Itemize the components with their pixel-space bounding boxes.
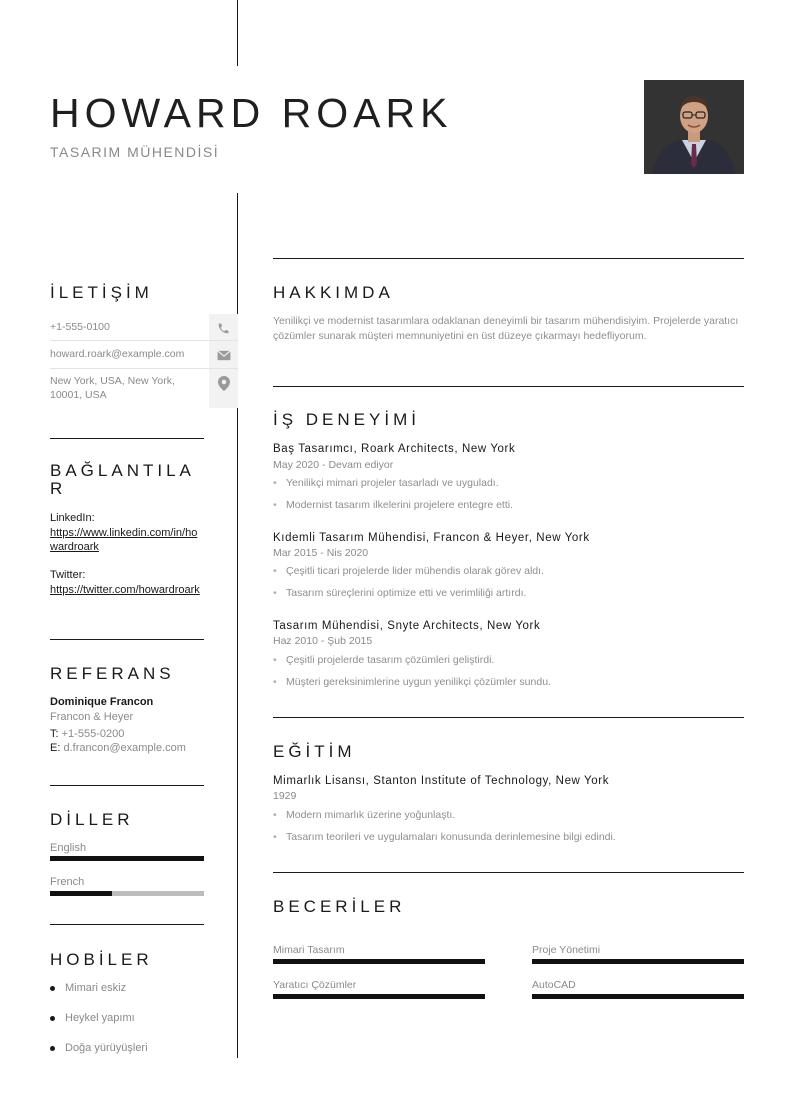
education-heading: EĞİTİM bbox=[273, 742, 356, 761]
hobby-item bbox=[50, 1042, 148, 1054]
divider-education bbox=[273, 717, 744, 718]
phone-icon bbox=[209, 318, 238, 338]
contact-address: New York, USA, New York, 10001, USA bbox=[50, 375, 175, 401]
candidate-name: HOWARD ROARK bbox=[50, 90, 453, 136]
divider-about-top bbox=[273, 258, 744, 259]
language-level-fill bbox=[50, 891, 112, 896]
reference-email-value[interactable]: d.francon@example.com bbox=[63, 742, 186, 754]
reference-email-label: E: bbox=[50, 742, 61, 754]
skill-level-bar bbox=[532, 994, 744, 999]
job-date: Haz 2010 - Şub 2015 bbox=[273, 635, 373, 647]
divider-contact bbox=[50, 438, 204, 439]
hobby-item bbox=[50, 1012, 135, 1024]
bullet-dot bbox=[50, 986, 55, 991]
reference-phone-label: T: bbox=[50, 728, 59, 740]
skill-name: AutoCAD bbox=[532, 979, 576, 991]
job-bullet: • Çeşitli ticari projelerde lider mühendis olarak görev aldı. bbox=[273, 565, 544, 577]
language-level-bar bbox=[50, 891, 204, 896]
languages-heading: DİLLER bbox=[50, 810, 134, 829]
map-pin-icon bbox=[209, 373, 238, 393]
divider-experience bbox=[273, 386, 744, 387]
language-level-fill bbox=[50, 856, 204, 861]
reference-phone-value[interactable]: +1-555-0200 bbox=[61, 728, 125, 740]
hobby-label: Heykel yapımı bbox=[65, 1012, 135, 1024]
about-text: Yenilikçi ve modernist tasarımlara odaklanan deneyimli bir tasarım mühendisiyim. Projelerde yaratıcı çözümler sunarak müşteri memnuniyetini en üst düzeye çıkarmayı hedefliyorum. bbox=[273, 315, 739, 342]
links-heading: BAĞLANTILA R bbox=[50, 461, 194, 498]
contact-heading: İLETİŞİM bbox=[50, 283, 153, 302]
job-date: May 2020 - Devam ediyor bbox=[273, 459, 394, 471]
bullet-dot bbox=[50, 1016, 55, 1021]
skill-level-bar bbox=[273, 959, 485, 964]
hobby-item bbox=[50, 982, 126, 994]
skill-level-bar bbox=[532, 959, 744, 964]
envelope-icon bbox=[209, 345, 238, 365]
language-name: French bbox=[50, 876, 85, 888]
divider-references bbox=[50, 785, 204, 786]
reference-email bbox=[50, 742, 186, 754]
education-year: 1929 bbox=[273, 790, 297, 802]
divider-skills bbox=[273, 872, 744, 873]
linkedin-label: LinkedIn: bbox=[50, 512, 95, 524]
contact-email[interactable]: howard.roark@example.com bbox=[50, 348, 185, 360]
job-bullet: • Müşteri gereksinimlerine uygun yenilikçi çözümler sundu. bbox=[273, 676, 551, 688]
twitter-label: Twitter: bbox=[50, 569, 86, 581]
job-bullet: • Tasarım süreçlerini optimize etti ve verimliliği artırdı. bbox=[273, 587, 526, 599]
job-title: Tasarım Mühendisi, Snyte Architects, New York bbox=[273, 620, 541, 632]
about-heading: HAKKIMDA bbox=[273, 283, 394, 302]
experience-heading: İŞ DENEYİMİ bbox=[273, 410, 420, 429]
references-heading: REFERANS bbox=[50, 664, 175, 683]
hobbies-heading: HOBİLER bbox=[50, 950, 153, 969]
skill-name: Mimari Tasarım bbox=[273, 944, 345, 956]
job-date: Mar 2015 - Nis 2020 bbox=[273, 547, 369, 559]
candidate-title: TASARIM MÜHENDİSİ bbox=[50, 144, 220, 160]
skill-name: Proje Yönetimi bbox=[532, 944, 601, 956]
skill-level-bar bbox=[273, 994, 485, 999]
job-bullet: • Çeşitli projelerde tasarım çözümleri geliştirdi. bbox=[273, 654, 494, 666]
divider-links bbox=[50, 639, 204, 640]
twitter-link[interactable]: https://twitter.com/howardroark bbox=[50, 584, 200, 596]
vertical-divider-top bbox=[237, 0, 238, 66]
reference-phone bbox=[50, 728, 124, 740]
job-title: Baş Tasarımcı, Roark Architects, New York bbox=[273, 443, 516, 455]
divider-languages bbox=[50, 924, 204, 925]
contact-phone[interactable]: +1-555-0100 bbox=[50, 321, 110, 333]
job-bullet: • Modernist tasarım ilkelerini projelere entegre etti. bbox=[273, 499, 513, 511]
education-bullet: • Tasarım teorileri ve uygulamaları konusunda derinlemesine bilgi edindi. bbox=[273, 831, 616, 843]
education-bullet: • Modern mimarlık üzerine yoğunlaştı. bbox=[273, 809, 455, 821]
hobby-label: Mimari eskiz bbox=[65, 982, 127, 994]
bullet-dot bbox=[50, 1046, 55, 1051]
profile-photo bbox=[644, 80, 744, 174]
job-bullet: • Yenilikçi mimari projeler tasarladı ve uyguladı. bbox=[273, 477, 499, 489]
language-name: English bbox=[50, 842, 87, 854]
job-title: Kıdemli Tasarım Mühendisi, Francon & Heyer, New York bbox=[273, 532, 590, 544]
education-degree: Mimarlık Lisansı, Stanton Institute of Technology, New York bbox=[273, 775, 610, 787]
skill-name: Yaratıcı Çözümler bbox=[273, 979, 357, 991]
hobby-label: Doğa yürüyüşleri bbox=[65, 1042, 148, 1054]
language-level-bar bbox=[50, 856, 204, 861]
reference-name: Dominique Francon bbox=[50, 696, 154, 708]
linkedin-link[interactable]: https://www.linkedin.com/in/howardroark bbox=[50, 527, 198, 553]
reference-company: Francon & Heyer bbox=[50, 711, 134, 723]
skills-heading: BECERİLER bbox=[273, 897, 406, 916]
